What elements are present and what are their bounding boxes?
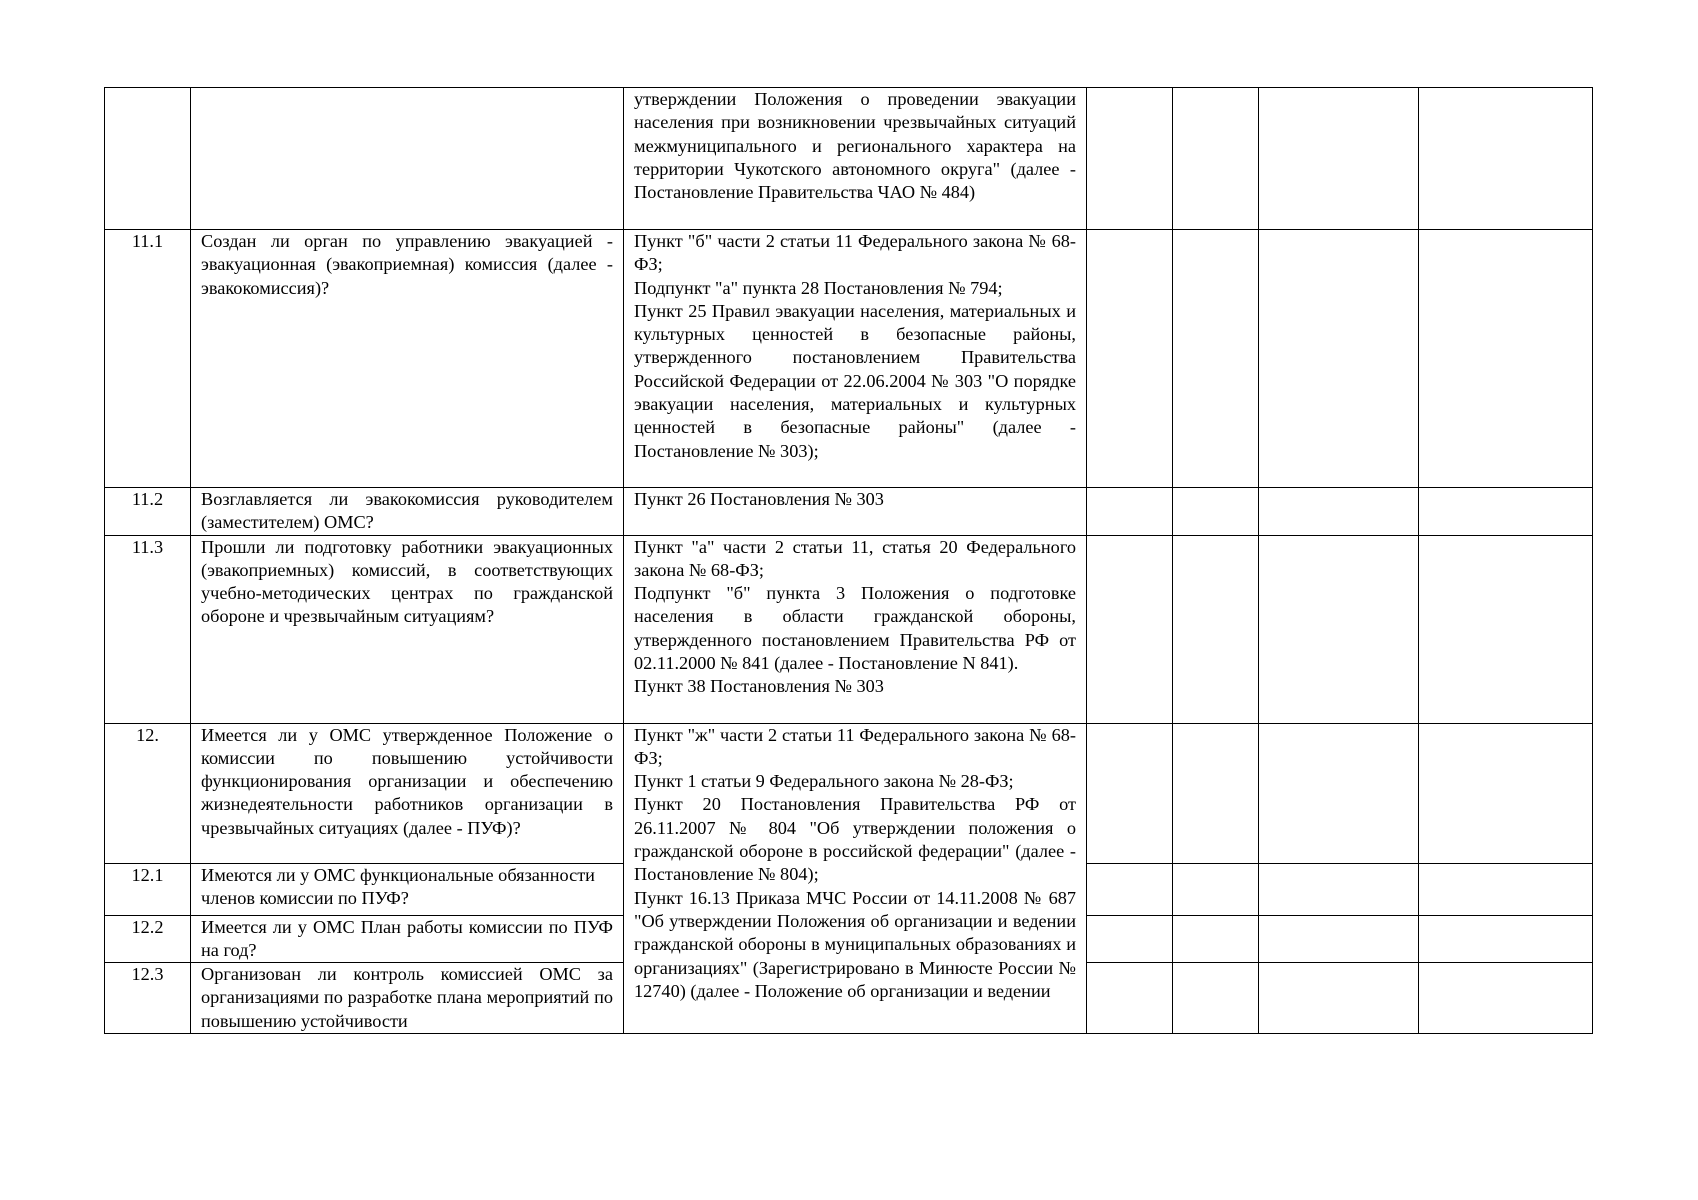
question-cell: Прошли ли подготовку работники эвакуационных (эвакоприемных) комиссий, в соответствующих учебно-методических центрах по гражданской обороне и чрезвычайным ситуациям? xyxy=(191,535,624,723)
law-paragraph: Пункт "а" части 2 статьи 11, статья 20 Федерального закона № 68-ФЗ; xyxy=(634,536,1076,580)
empty-cell xyxy=(1259,535,1419,723)
question-cell: Организован ли контроль комиссией ОМС за организациями по разработке плана мероприятий по повышению устойчивости xyxy=(191,963,624,1034)
law-paragraph: Подпункт "а" пункта 28 Постановления № 794; xyxy=(634,277,1003,298)
empty-cell xyxy=(1173,863,1259,915)
law-paragraph: Пункт 25 Правил эвакуации населения, материальных и культурных ценностей в безопасные районы, утвержденного постановлением Правительства Российской Федерации от 22.06.2004 № 303 "О порядке эвакуации населения, материальных и культурных ценностей в безопасные районы" (далее - Постановление № 303); xyxy=(634,300,1076,461)
table-row xyxy=(105,723,1593,863)
empty-cell xyxy=(1173,915,1259,963)
row-number: 12.2 xyxy=(105,915,191,963)
question-cell: Имеются ли у ОМС функциональные обязанности членов комиссии по ПУФ? xyxy=(191,863,624,915)
empty-cell xyxy=(1173,88,1259,230)
row-number: 11.3 xyxy=(105,535,191,723)
empty-cell xyxy=(1173,230,1259,488)
empty-cell xyxy=(1259,963,1419,1034)
law-paragraph: Пункт 38 Постановления № 303 xyxy=(634,676,884,697)
empty-cell xyxy=(1087,88,1173,230)
empty-cell xyxy=(1259,488,1419,536)
law-paragraph: Пункт "б" части 2 статьи 11 Федерального закона № 68-ФЗ; xyxy=(634,231,1076,275)
law-paragraph: Пункт 20 Постановления Правительства РФ от 26.11.2007 № 804 "Об утверждении положения о гражданской обороне в российской федерации" (далее - Постановление № 804); xyxy=(634,794,1076,885)
empty-cell xyxy=(1087,535,1173,723)
law-paragraph: утверждении Положения о проведении эвакуации населения при возникновении чрезвычайных ситуаций межмуниципального и регионального характера на территории Чукотского автономного округа" (далее - Постановление Правительства ЧАО № 484) xyxy=(634,89,1076,203)
empty-cell xyxy=(1087,723,1173,863)
empty-cell xyxy=(1419,723,1593,863)
law-reference-cell xyxy=(624,88,1087,230)
law-paragraph: Пункт 26 Постановления № 303 xyxy=(634,489,884,509)
row-number: 11.1 xyxy=(105,230,191,488)
question-cell xyxy=(191,88,624,230)
row-number xyxy=(105,88,191,230)
empty-cell xyxy=(1087,963,1173,1034)
table-row xyxy=(105,535,1593,723)
law-reference-cell xyxy=(624,535,1087,723)
question-cell: Создан ли орган по управлению эвакуацией - эвакуационная (эвакоприемная) комиссия (далее - эвакокомиссия)? xyxy=(191,230,624,488)
law-paragraph: Пункт 16.13 Приказа МЧС России от 14.11.2008 № 687 "Об утверждении Положения об организации и ведении гражданской обороны в муниципальных образованиях и организациях" (Зарегистрировано в Минюсте России № 12740) (далее - Положение об организации и ведении xyxy=(634,887,1076,1001)
table-row xyxy=(105,88,1593,230)
empty-cell xyxy=(1419,488,1593,536)
document-page xyxy=(104,87,1592,1034)
empty-cell xyxy=(1259,230,1419,488)
empty-cell xyxy=(1259,88,1419,230)
empty-cell xyxy=(1173,963,1259,1034)
table-row xyxy=(105,488,1593,536)
law-reference-cell xyxy=(624,488,1087,536)
empty-cell xyxy=(1173,723,1259,863)
empty-cell xyxy=(1087,488,1173,536)
law-paragraph: Пункт "ж" части 2 статьи 11 Федерального закона № 68-ФЗ; xyxy=(634,724,1076,768)
row-number: 11.2 xyxy=(105,488,191,536)
empty-cell xyxy=(1173,535,1259,723)
law-paragraph: Пункт 1 статьи 9 Федерального закона № 28-ФЗ; xyxy=(634,771,1014,792)
empty-cell xyxy=(1419,535,1593,723)
empty-cell xyxy=(1419,230,1593,488)
empty-cell xyxy=(1259,915,1419,963)
law-paragraph: Подпункт "б" пункта 3 Положения о подготовке населения в области гражданской обороны, утвержденного постановлением Правительства РФ от 02.11.2000 № 841 (далее - Постановление N 841). xyxy=(634,583,1076,674)
checklist-table xyxy=(104,87,1593,1034)
empty-cell xyxy=(1087,863,1173,915)
empty-cell xyxy=(1419,963,1593,1034)
empty-cell xyxy=(1259,863,1419,915)
table-row xyxy=(105,230,1593,488)
empty-cell xyxy=(1419,88,1593,230)
empty-cell xyxy=(1419,863,1593,915)
empty-cell xyxy=(1419,915,1593,963)
law-reference-cell xyxy=(624,230,1087,488)
law-reference-cell xyxy=(624,723,1087,1033)
row-number: 12.3 xyxy=(105,963,191,1034)
empty-cell xyxy=(1259,723,1419,863)
empty-cell xyxy=(1087,230,1173,488)
question-cell: Имеется ли у ОМС План работы комиссии по ПУФ на год? xyxy=(191,915,624,963)
question-cell: Имеется ли у ОМС утвержденное Положение о комиссии по повышению устойчивости функционирования организации и обеспечению жизнедеятельности работников организации в чрезвычайных ситуациях (далее - ПУФ)? xyxy=(191,723,624,863)
empty-cell xyxy=(1173,488,1259,536)
empty-cell xyxy=(1087,915,1173,963)
question-cell: Возглавляется ли эвакокомиссия руководителем (заместителем) ОМС? xyxy=(191,488,624,536)
row-number: 12.1 xyxy=(105,863,191,915)
row-number: 12. xyxy=(105,723,191,863)
